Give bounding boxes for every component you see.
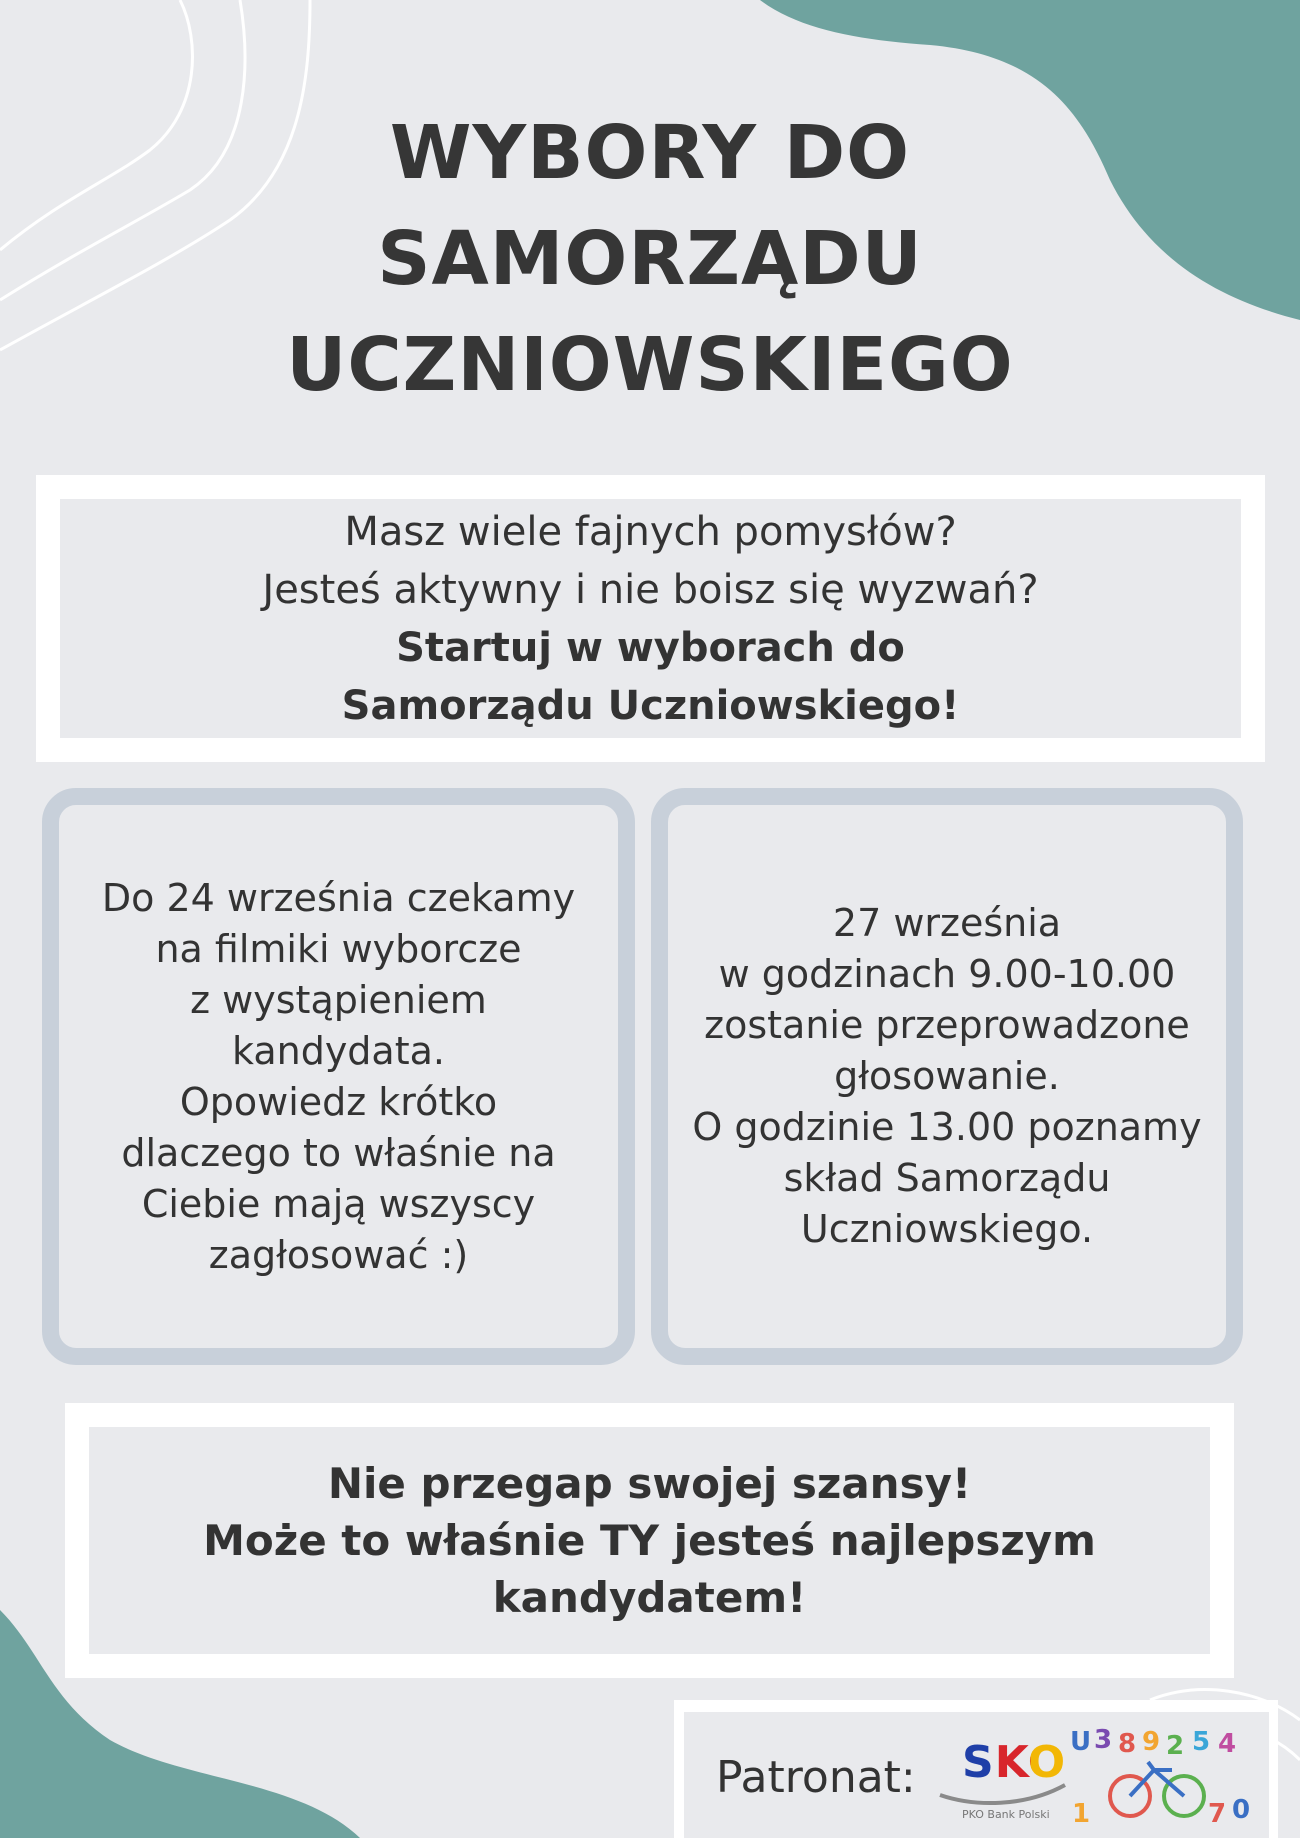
card-line: zostanie przeprowadzone bbox=[704, 1003, 1190, 1047]
outro-line: Może to właśnie TY jesteś najlepszym bbox=[203, 1516, 1096, 1565]
card-line: dlaczego to właśnie na bbox=[121, 1130, 556, 1175]
card-line: O godzinie 13.00 poznamy bbox=[692, 1105, 1202, 1149]
sko-logo-wordmark: SKO bbox=[962, 1737, 1067, 1788]
card-line: Do 24 września czekamy bbox=[101, 875, 576, 920]
intro-line: Masz wiele fajnych pomysłów? bbox=[344, 508, 957, 555]
deadline-card bbox=[42, 788, 635, 1365]
card-line: 27 września bbox=[832, 901, 1062, 945]
svg-text:5: 5 bbox=[1192, 1727, 1211, 1757]
title-line: SAMORZĄDU bbox=[377, 216, 923, 302]
outro-box bbox=[89, 1427, 1210, 1654]
card-line: Uczniowskiego. bbox=[800, 1207, 1094, 1251]
sko-logo-text bbox=[962, 1738, 1066, 1788]
outro-line: Nie przegap swojej szansy! bbox=[327, 1459, 972, 1508]
outro-line: kandydatem! bbox=[492, 1573, 807, 1622]
sko-logo-subtext: PKO Bank Polski bbox=[962, 1808, 1050, 1821]
svg-text:1: 1 bbox=[1072, 1799, 1091, 1829]
intro-line-bold: Startuj w wyborach do bbox=[396, 624, 905, 671]
intro-box bbox=[60, 499, 1241, 738]
card-line: kandydata. bbox=[231, 1028, 445, 1073]
card-line: zagłosować :) bbox=[208, 1232, 469, 1277]
svg-text:7: 7 bbox=[1208, 1799, 1227, 1829]
patron-label: Patronat: bbox=[716, 1752, 916, 1803]
card-line: na filmiki wyborcze bbox=[155, 926, 522, 971]
title-line: WYBORY DO bbox=[389, 110, 911, 196]
svg-text:9: 9 bbox=[1142, 1727, 1161, 1757]
card-line: Ciebie mają wszyscy bbox=[141, 1181, 536, 1226]
voting-card bbox=[651, 788, 1243, 1365]
page-title bbox=[0, 100, 1300, 418]
numbers-bicycle-illustration bbox=[1068, 1722, 1258, 1830]
card-line: głosowanie. bbox=[834, 1054, 1060, 1098]
svg-text:4: 4 bbox=[1218, 1729, 1237, 1759]
intro-line: Jesteś aktywny i nie boisz się wyzwań? bbox=[262, 566, 1039, 613]
title-line: UCZNIOWSKIEGO bbox=[286, 322, 1014, 408]
card-line: Opowiedz krótko bbox=[179, 1079, 498, 1124]
svg-text:8: 8 bbox=[1118, 1729, 1137, 1759]
svg-text:2: 2 bbox=[1166, 1731, 1185, 1761]
svg-text:3: 3 bbox=[1094, 1725, 1113, 1755]
card-line: w godzinach 9.00-10.00 bbox=[718, 952, 1176, 996]
intro-line-bold: Samorządu Uczniowskiego! bbox=[341, 682, 960, 729]
card-line: skład Samorządu bbox=[783, 1156, 1111, 1200]
svg-text:0: 0 bbox=[1232, 1795, 1251, 1825]
svg-text:U: U bbox=[1070, 1727, 1092, 1757]
card-line: z wystąpieniem bbox=[190, 977, 487, 1022]
